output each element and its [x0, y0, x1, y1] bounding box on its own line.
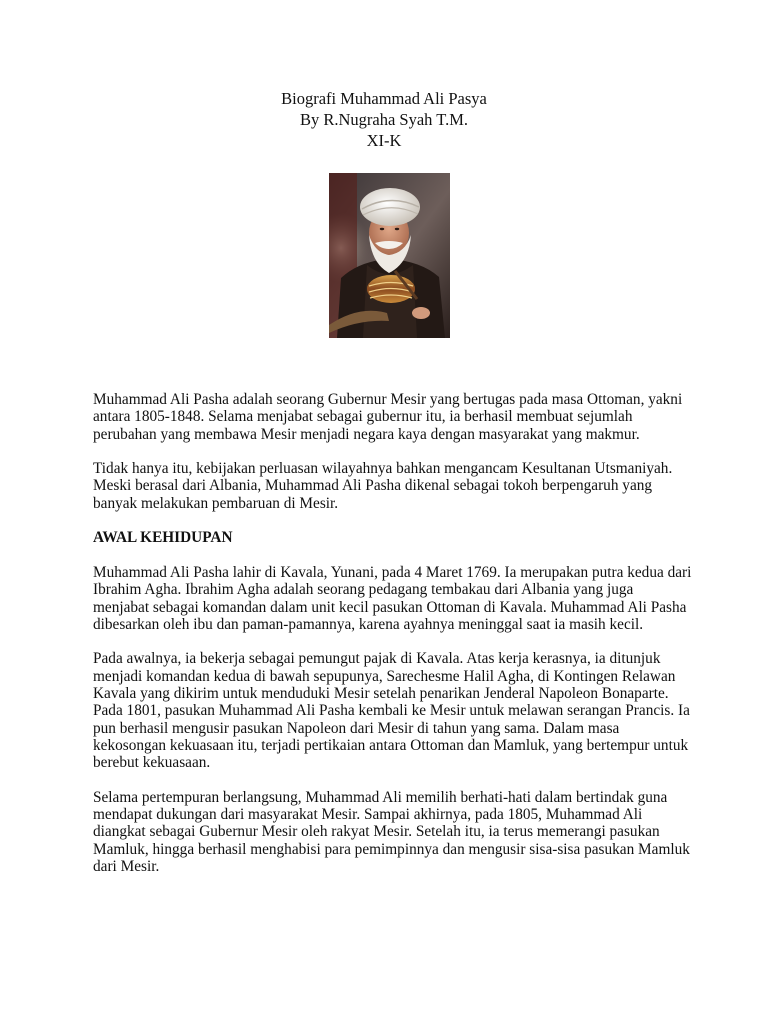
author-line: By R.Nugraha Syah T.M.	[299, 110, 469, 129]
body-text	[93, 391, 693, 893]
portrait-image	[329, 173, 450, 338]
paragraph: Muhammad Ali Pasha adalah seorang Gubernur Mesir yang bertugas pada masa Ottoman, yakni antara 1805-1848. Selama menjabat sebagai gubernur itu, ia berhasil membuat sejumlah perubahan yang membawa Mesir menjadi negara kaya dengan masyarakat yang makmur.	[93, 391, 683, 443]
paragraph: Selama pertempuran berlangsung, Muhammad Ali memilih berhati-hati dalam bertindak guna mendapat dukungan dari masyarakat Mesir. Sampai akhirnya, pada 1805, Muhammad Ali diangkat sebagai Gubernur Mesir oleh rakyat Mesir. Setelah itu, ia terus memerangi pasukan Mamluk, hingga berhasil menghabisi para pemimpinnya dan mengusir sisa-sisa pasukan Mamluk dari Mesir.	[93, 788, 690, 876]
paragraph: Tidak hanya itu, kebijakan perluasan wilayahnya bahkan mengancam Kesultanan Utsmaniyah. Meski berasal dari Albania, Muhammad Ali Pasha dikenal sebagai tokoh berpengaruh yang banyak melakukan pembaruan di Mesir.	[93, 460, 673, 512]
title-line: Biografi Muhammad Ali Pasya	[281, 89, 487, 108]
document-title	[0, 88, 768, 151]
section-heading: AWAL KEHIDUPAN	[93, 529, 233, 547]
paragraph: Pada awalnya, ia bekerja sebagai pemungut pajak di Kavala. Atas kerja kerasnya, ia ditunjuk menjadi komandan kedua di bawah sepupunya, Sarechesme Halil Agha, di Kontingen Relawan Kavala yang dikirim untuk menduduki Mesir setelah penarikan Jenderal Napoleon Bonaparte. Pada 1801, pasukan Muhammad Ali Pasha kembali ke Mesir untuk melawan serangan Prancis. Ia pun berhasil mengusir pasukan Napoleon dari Mesir di tahun yang sama. Dalam masa kekosongan kekuasaan itu, terjadi pertikaian antara Ottoman dan Mamluk, yang bertempur untuk berebut kekuasaan.	[93, 650, 690, 772]
paragraph: Muhammad Ali Pasha lahir di Kavala, Yunani, pada 4 Maret 1769. Ia merupakan putra kedua dari Ibrahim Agha. Ibrahim Agha adalah seorang pedagang tembakau dari Albania yang juga menjabat sebagai komandan dalam unit kecil pasukan Ottoman di Kavala. Muhammad Ali Pasha dibesarkan oleh ibu dan paman-pamannya, karena ayahnya meninggal saat ia masih kecil.	[93, 563, 692, 633]
class-line: XI-K	[366, 131, 402, 150]
